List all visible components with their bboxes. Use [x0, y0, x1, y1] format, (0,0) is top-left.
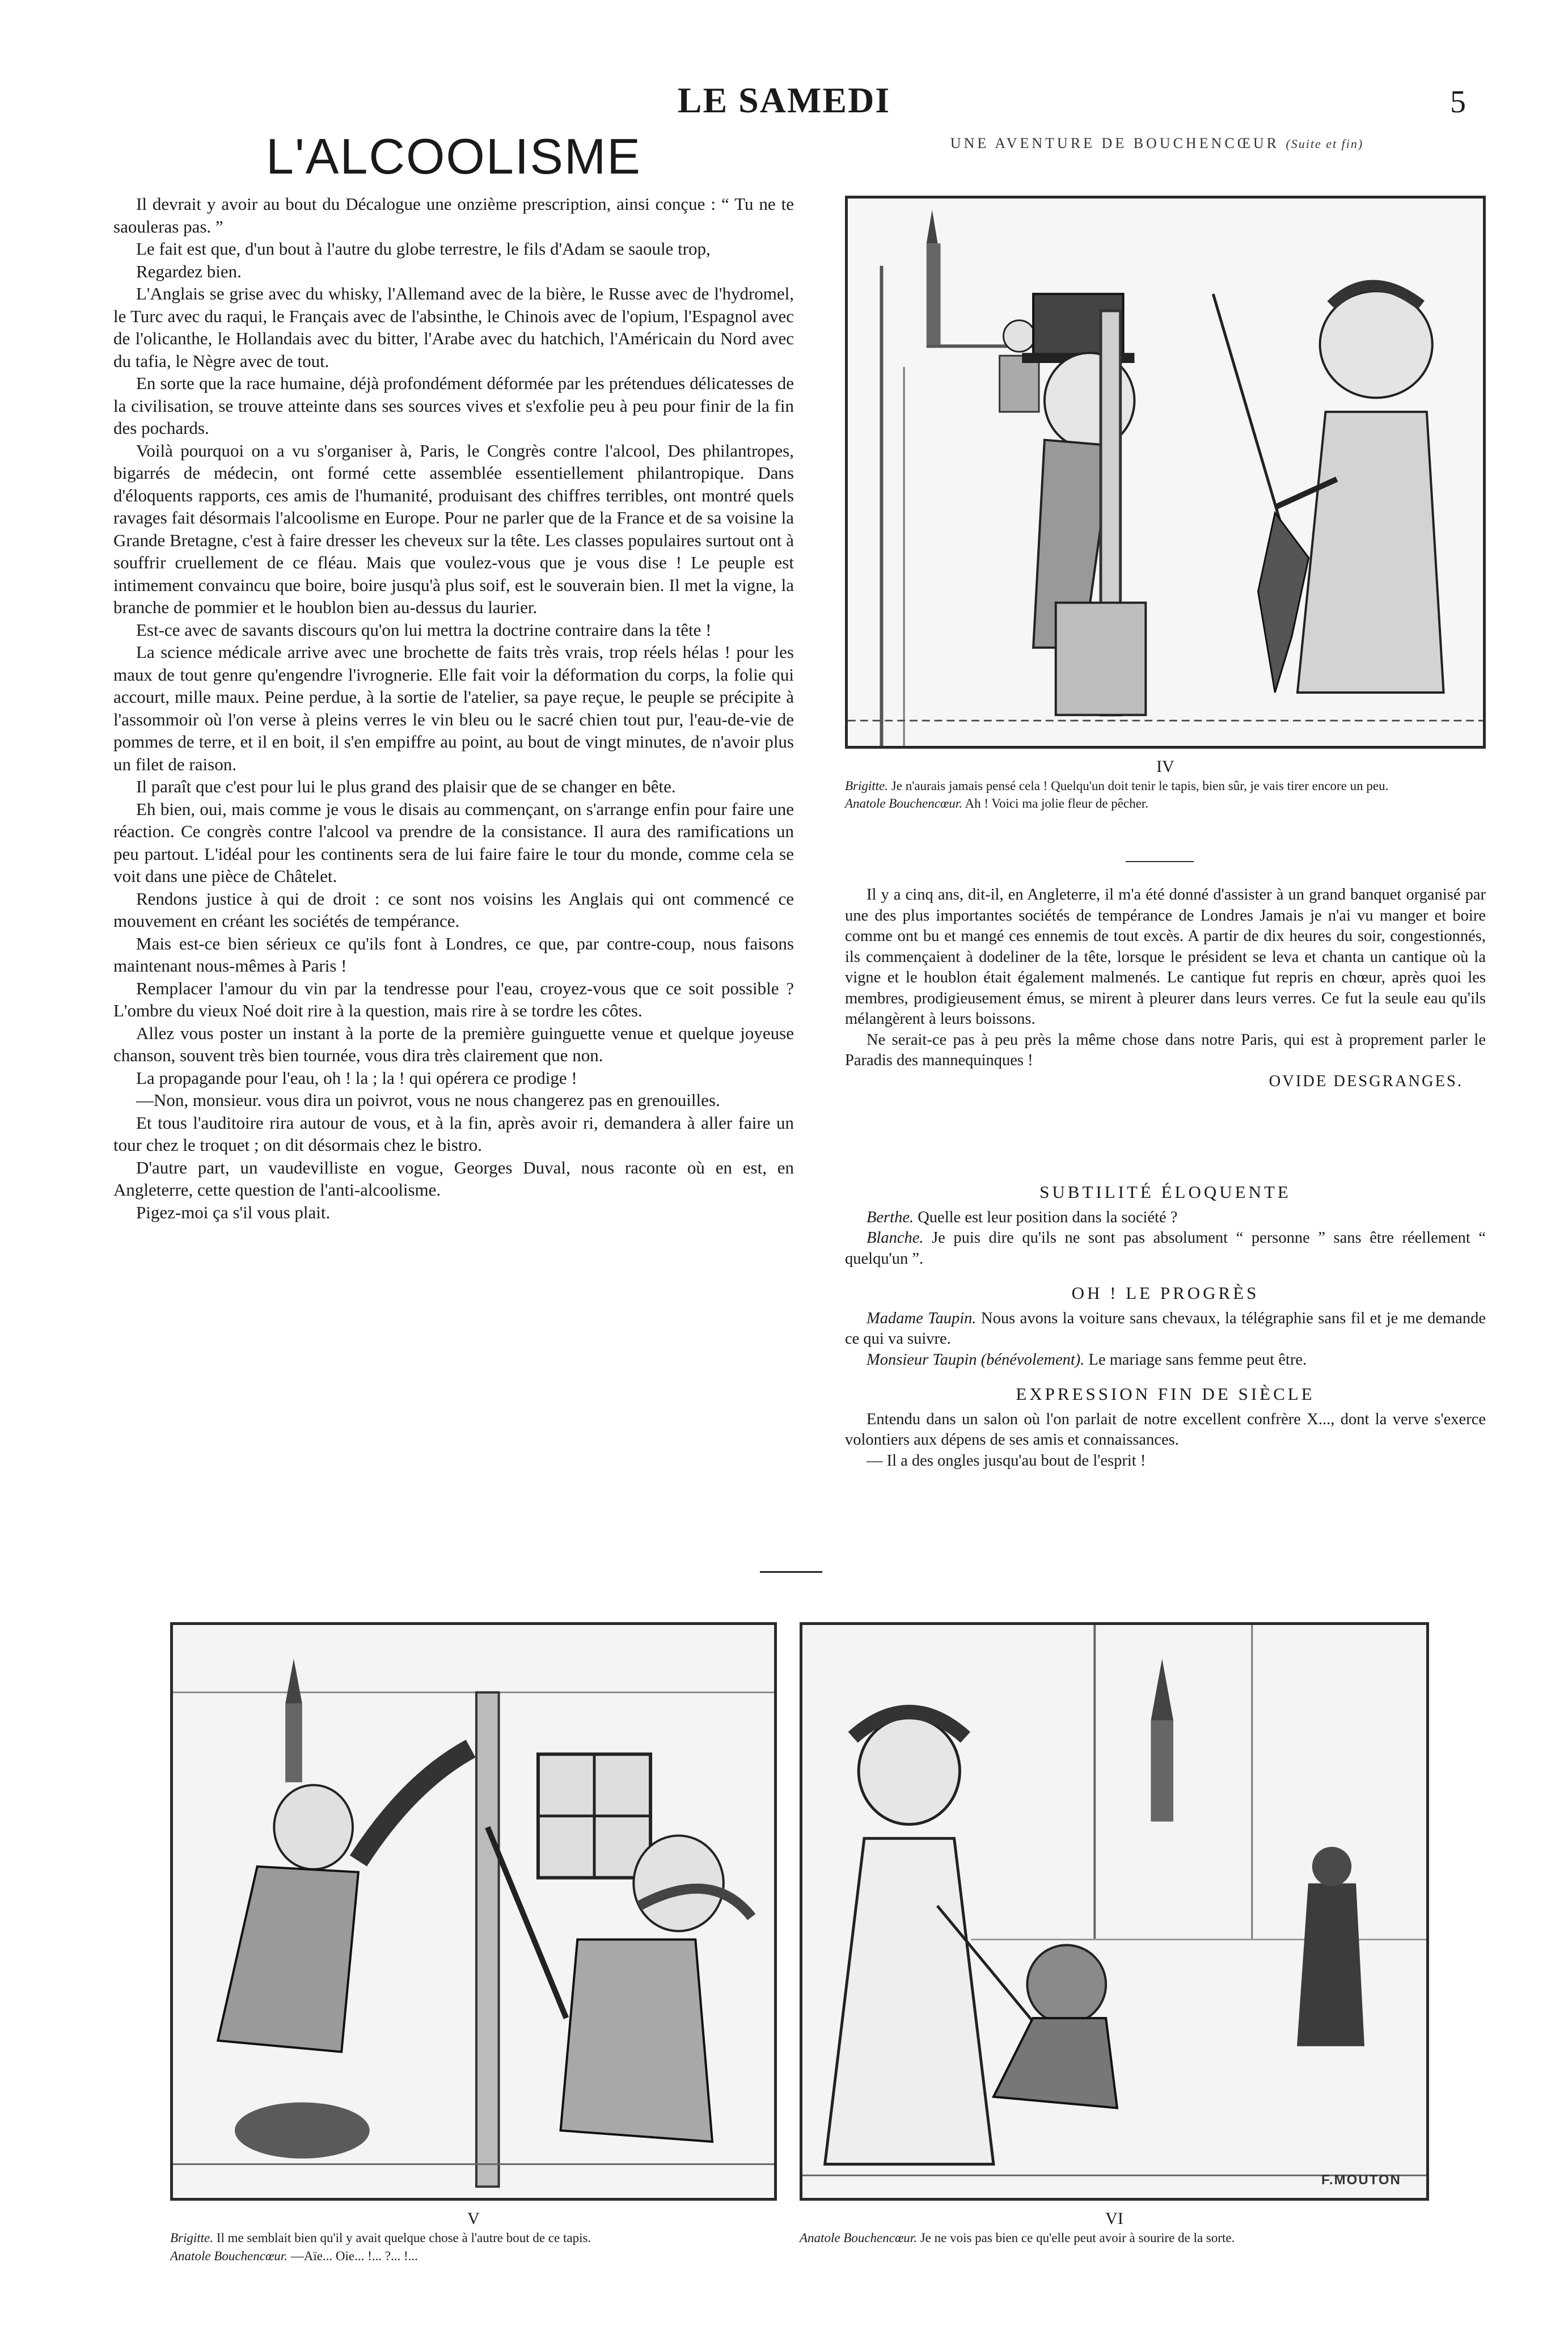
dialogue-text: — Il a des ongles jusqu'au bout de l'esprit !: [867, 1451, 1146, 1470]
cartoon-bouchencoeur-at-door-drawing: [848, 199, 1483, 746]
caption-line: [845, 777, 1486, 795]
article-paragraph: Et tous l'auditoire rira autour de vous, et à la fin, après avoir ri, demandera à aller faire un tour chez le troquet ; on dit désormais chez le bistro.: [113, 1112, 794, 1155]
plate-number: IV: [1156, 757, 1174, 776]
caption-speaker: Brigitte.: [170, 2231, 214, 2245]
dialogue-speaker: Berthe.: [867, 1208, 914, 1226]
article-paragraph: La propagande pour l'eau, oh ! la ; la ! qui opérera ce prodige !: [136, 1067, 577, 1088]
divider: [760, 1571, 822, 1573]
article-paragraph: D'autre part, un vaudevilliste en vogue, Georges Duval, nous raconte où en est, en Angleterre, cette question de l'anti-alcoolisme.: [113, 1157, 794, 1200]
caption-speaker: Anatole Bouchencœur.: [170, 2249, 288, 2263]
short-item: [845, 1283, 1486, 1370]
story-paragraph: Ne serait-ce pas à peu près la même chose dans notre Paris, qui est à proprement parler le Paradis des mannequinques !: [845, 1031, 1486, 1069]
plate-caption: [845, 777, 1486, 812]
article-paragraph: Rendons justice à qui de droit : ce sont nos voisins les Anglais qui ont commencé ce mouvement en créant les sociétés de tempérance.: [113, 888, 794, 931]
plate-number: V: [467, 2209, 480, 2228]
caption-text: Je ne vois pas bien ce qu'elle peut avoir à sourire de la sorte.: [920, 2231, 1235, 2245]
dialogue-text: Entendu dans un salon où l'on parlait de notre excellent confrère X..., dont la verve s'exerce volontiers aux dépens de ses amis et connaissances.: [845, 1410, 1486, 1449]
article-paragraph: Regardez bien.: [136, 261, 242, 281]
caption-text: Il me semblait bien qu'il y avait quelque chose à l'autre bout de ce tapis.: [216, 2231, 591, 2245]
dialogue-line: [845, 1350, 1486, 1371]
short-item-title: EXPRESSION FIN DE SIÈCLE: [1016, 1384, 1315, 1404]
article-paragraph: Allez vous poster un instant à la porte de la première guinguette venue et quelque joyeuse chanson, souvent très bien tournée, vous dira très clairement que non.: [113, 1023, 794, 1065]
dialogue-line: [845, 1451, 1486, 1472]
illustration-plate-4: [845, 196, 1486, 749]
journal-name: LE SAMEDI: [677, 80, 891, 120]
article-paragraph: En sorte que la race humaine, déjà profondément déformée par les prétendues délicatesses de la civilisation, se trouve atteinte dans ses sources vives et s'exfolie peu à peu pour finir de la fin des pochards.: [113, 373, 794, 438]
caption-speaker: Anatole Bouchencœur.: [845, 796, 962, 811]
article-paragraph: Eh bien, oui, mais comme je vous le disais au commençant, on s'arrange enfin pour faire une réaction. Ce congrès contre l'alcool va prendre de la consistance. Il aura des ramifications un peu partout. L'idéal pour les continents sera de lui faire faire le tour du monde, comme cela se voit dans une pièce de Châtelet.: [113, 799, 794, 886]
story-body: [845, 885, 1486, 1092]
article-body: [113, 193, 794, 1537]
plate-number: VI: [1105, 2209, 1123, 2228]
caption-speaker: Anatole Bouchencœur.: [800, 2231, 917, 2245]
article-title: L'ALCOOLISME: [266, 128, 641, 184]
dialogue-text: Quelle est leur position dans la société ?: [918, 1208, 1178, 1226]
dialogue-line: [845, 1409, 1486, 1451]
illustration-plate-5: [170, 1622, 777, 2201]
article-paragraph: Voilà pourquoi on a vu s'organiser à, Paris, le Congrès contre l'alcool, Des philantropes, bigarrés de médecin, ont formé cette assemblée essentiellement philantropique. Dans d'éloquents rapports, ces amis de l'humanité, produisant des chiffres terribles, ont montré quels ravages fait désormais l'alcoolisme en Europe. Pour ne parler que de la France et de sa voisine la Grande Bretagne, c'est à faire dresser les cheveux sur la tête. Les classes populaires surtout ont à souffrir cruellement de ce fléau. Mais que voulez-vous que je vous dise ! Le peuple est intimement convaincu que boire, boire jusqu'à plus soif, est le souverain bien. Il met la vigne, la branche de pommier et le houblon bien au-dessus du laurier.: [113, 440, 794, 617]
caption-text: Je n'aurais jamais pensé cela ! Quelqu'un doit tenir le tapis, bien sûr, je vais tirer encore un peu.: [891, 779, 1389, 793]
dialogue-text: Le mariage sans femme peut être.: [1088, 1350, 1307, 1369]
caption-line: [170, 2247, 777, 2265]
caption-line: [845, 795, 1486, 812]
short-item: [845, 1384, 1486, 1471]
article-paragraph: Mais est-ce bien sérieux ce qu'ils font à Londres, ce que, par contre-coup, nous faisons maintenant nous-mêmes à Paris !: [113, 933, 794, 976]
article-paragraph: Remplacer l'amour du vin par la tendresse pour l'eau, croyez-vous que ce soit possible ? L'ombre du vieux Noé doit rire à la question, mais rire à se tordre les côtes.: [113, 978, 794, 1020]
caption-speaker: Brigitte.: [845, 779, 889, 793]
page-number: 5: [1450, 85, 1466, 120]
story-title-text: UNE AVENTURE DE BOUCHENCŒUR: [950, 135, 1279, 151]
article-paragraph: Il devrait y avoir au bout du Décalogue une onzième prescription, ainsi conçue : “ Tu ne te saouleras pas. ”: [113, 194, 794, 237]
dialogue-text: Nous avons la voiture sans chevaux, la télégraphie sans fil et je me demande ce qui va suivre.: [845, 1309, 1486, 1348]
caption-text: —Aïe... Oie... !... ?... !...: [290, 2249, 418, 2263]
story-paragraph: Il y a cinq ans, dit-il, en Angleterre, il m'a été donné d'assister à un grand banquet organisé par une des plus importantes sociétés de tempérance de Londres Jamais je n'ai vu manger et boire comme ont bu et mangé ces ennemis de tout excès. A partir de dix heures du soir, congestionnés, ils commençaient à dodeliner de la tête, lorsque le président se leva et chanta un cantique où la vigne et le houblon était également malmenés. Le cantique fut repris en chœur, après quoi les membres, prodigieusement émus, se mirent à pleurer dans leurs verres. Ce fut la seule eau qu'ils mélangèrent à leurs boissons.: [845, 886, 1486, 1028]
cartoon-brigitte-smiling-drawing: [802, 1625, 1426, 2198]
story-title: [839, 135, 1474, 152]
divider: [1126, 861, 1194, 862]
dialogue-line: [845, 1208, 1486, 1229]
short-item-title: SUBTILITÉ ÉLOQUENTE: [1039, 1182, 1291, 1202]
article-paragraph: Le fait est que, d'un bout à l'autre du globe terrestre, le fils d'Adam se saoule trop,: [136, 239, 711, 259]
caption-text: Ah ! Voici ma jolie fleur de pêcher.: [965, 796, 1149, 811]
short-items: [845, 1168, 1486, 1471]
caption-line: [800, 2229, 1429, 2247]
short-item-title: OH ! LE PROGRÈS: [1071, 1283, 1260, 1303]
article-paragraph: La science médicale arrive avec une brochette de faits très vrais, trop réels hélas ! pour les maux de tout genre qu'engendre l'ivrognerie. Elle fait voir la déformation du corps, la folie qui accourt, mille maux. Peine perdue, à la sortie de l'atelier, sa paye reçue, le peuple se précipite à l'assommoir où l'on verse à pleins verres le vin bleu ou le sacré chien tout pur, l'eau-de-vie de pommes de terre, et il en boit, il s'en empiffre au point, au bout de vingt minutes, de n'avoir plus un filet de raison.: [113, 642, 794, 774]
short-item: [845, 1182, 1486, 1269]
illustration-plate-6: [800, 1622, 1429, 2201]
plate-caption: [170, 2229, 777, 2265]
dialogue-line: [845, 1309, 1486, 1350]
dialogue-speaker: Madame Taupin.: [867, 1309, 977, 1327]
artist-signature: F.MOUTON: [1321, 2172, 1401, 2188]
cartoon-brigitte-pulling-carpet-drawing: [173, 1625, 774, 2198]
dialogue-speaker: Blanche.: [867, 1229, 924, 1247]
author-signature: OVIDE DESGRANGES.: [1269, 1072, 1463, 1090]
article-paragraph: —Non, monsieur. vous dira un poivrot, vous ne nous changerez pas en grenouilles.: [136, 1090, 720, 1110]
story-suite-label: (Suite et fin): [1286, 137, 1364, 151]
article-paragraph: Pigez-moi ça s'il vous plait.: [136, 1202, 331, 1222]
article-paragraph: Est-ce avec de savants discours qu'on lui mettra la doctrine contraire dans la tête !: [136, 619, 712, 640]
article-paragraph: Il paraît que c'est pour lui le plus grand des plaisir que de se changer en bête.: [136, 776, 676, 796]
article-paragraph: L'Anglais se grise avec du whisky, l'Allemand avec de la bière, le Russe avec de l'hydromel, le Turc avec du raqui, le Français avec de l'absinthe, le Chinois avec de l'opium, l'Espagnol avec de l'olicanthe, le Hollandais avec du bitter, l'Arabe avec du hatchich, l'Américain du Nord avec du tafia, le Nègre avec de tout.: [113, 284, 794, 371]
dialogue-text: Je puis dire qu'ils ne sont pas absolument “ personne ” sans être réellement “ quelqu'un ”.: [845, 1229, 1486, 1268]
caption-line: [170, 2229, 777, 2247]
plate-caption: [800, 2229, 1429, 2247]
dialogue-speaker: Monsieur Taupin (bénévolement).: [867, 1350, 1085, 1369]
dialogue-line: [845, 1228, 1486, 1269]
